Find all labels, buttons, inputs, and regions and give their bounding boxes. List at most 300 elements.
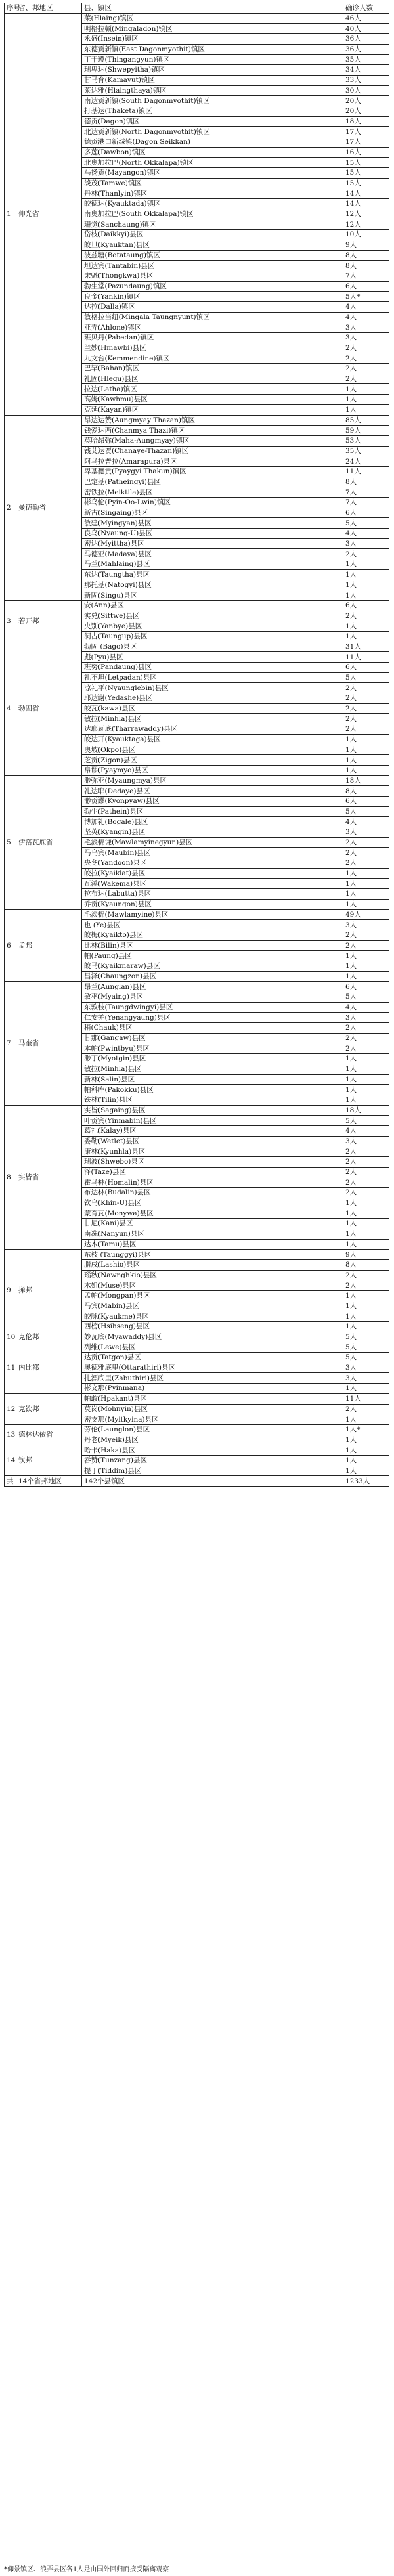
- case-count: 2人: [343, 724, 389, 735]
- district-name: 泽(Taze)县区: [82, 1167, 343, 1177]
- case-count: 1人: [343, 1466, 389, 1476]
- district-name: 阿马拉普拉(Amarapura)县区: [82, 456, 343, 467]
- case-count: 31人: [343, 642, 389, 652]
- case-count: 3人: [343, 827, 389, 838]
- district-name: 丹老(Myeik)县区: [82, 1435, 343, 1445]
- case-count: 1人: [343, 971, 389, 982]
- case-count: 17人: [343, 137, 389, 147]
- district-name: 新古(Singaing)县区: [82, 508, 343, 518]
- case-count: 30人: [343, 85, 389, 96]
- case-count: 1人: [343, 765, 389, 775]
- district-name: 莱达雅(Hlaingthaya)镇区: [82, 85, 343, 96]
- state-name: 内比都: [16, 1342, 82, 1393]
- district-name: 仁安羌(Yenangyaung)县区: [82, 1013, 343, 1023]
- state-name: 勃固省: [16, 642, 82, 775]
- case-count: 53人: [343, 435, 389, 446]
- case-count: 1人: [343, 1054, 389, 1064]
- district-name: 巴定基(Patheingyi)县区: [82, 477, 343, 487]
- district-name: 皎拉(Kyaiklat)县区: [82, 868, 343, 879]
- district-name: 帕敢(Hpakant)县区: [82, 1393, 343, 1404]
- table-row: [5, 909, 389, 920]
- table-row: [5, 642, 389, 652]
- case-count: 1人: [343, 1064, 389, 1074]
- district-name: 礼达耶(Dedaye)县区: [82, 786, 343, 797]
- case-count: 20人: [343, 96, 389, 106]
- district-name: 良金(Yankin)镇区: [82, 292, 343, 302]
- district-name: 皎瓦(kawa)县区: [82, 703, 343, 714]
- case-count: 2人: [343, 374, 389, 384]
- district-name: 芝贡(Zigon)县区: [82, 755, 343, 766]
- district-name: 东枝 (Taunggyi)县区: [82, 1250, 343, 1260]
- state-name: 马奎省: [16, 982, 82, 1105]
- district-name: 实皆(Sagaing)县区: [82, 1105, 343, 1116]
- district-name: 委勒(Wetlet)县区: [82, 1136, 343, 1146]
- header-no: 序号: [5, 3, 16, 14]
- district-name: 珊觉(Sanchaung)镇区: [82, 219, 343, 230]
- table-row: [5, 415, 389, 426]
- case-count: 1人: [343, 1085, 389, 1095]
- district-name: 比林(Bilin)县区: [82, 940, 343, 951]
- district-name: 巴罕(Bahan)镇区: [82, 364, 343, 374]
- district-name: 南达贡新镇(South Dagonmyothit)镇区: [82, 96, 343, 106]
- district-name: 央冬(Yandoon)县区: [82, 858, 343, 869]
- case-count: 3人: [343, 1013, 389, 1023]
- state-name: 若开邦: [16, 600, 82, 642]
- district-name: 莫哈昂弥(Maha-Aungmyay)镇区: [82, 435, 343, 446]
- district-name: 毛淡棉(Mawlamyine)县区: [82, 909, 343, 920]
- case-count: 2人: [343, 693, 389, 704]
- case-count: 1人: [343, 1239, 389, 1250]
- district-name: 央别(Yanbye)县区: [82, 621, 343, 632]
- group-number: 6: [5, 909, 16, 982]
- district-name: 腊戌(Lashio)县区: [82, 1259, 343, 1270]
- header-row: [5, 3, 389, 14]
- header-district: 县、镇区: [82, 3, 343, 14]
- district-name: 蒙育瓦(Monywa)县区: [82, 1208, 343, 1219]
- district-name: 北奥加拉巴(North Okkalapa)镇区: [82, 158, 343, 168]
- district-name: 本帕(Pwintbyu)县区: [82, 1043, 343, 1054]
- district-name: 甘尼(Kani)县区: [82, 1219, 343, 1229]
- case-count: 5人: [343, 1342, 389, 1353]
- case-count: 1人: [343, 1198, 389, 1208]
- district-name: 敏拉(Minhla)县区: [82, 1064, 343, 1074]
- case-count: 2人: [343, 1043, 389, 1054]
- case-count: 1人: [343, 879, 389, 889]
- case-count: 36人: [343, 44, 389, 55]
- district-name: 永盛(Insein)镇区: [82, 34, 343, 45]
- total-row: [5, 1476, 389, 1487]
- case-count: 1人: [343, 569, 389, 580]
- district-name: 坦达宾(Tantabin)县区: [82, 261, 343, 271]
- district-name: 莫岗(Mohnyin)县区: [82, 1404, 343, 1414]
- district-name: 列维(Lewe)县区: [82, 1342, 343, 1353]
- case-count: 2人: [343, 930, 389, 940]
- district-name: 皎马(Kyaikmaraw)县区: [82, 961, 343, 971]
- table-row: [5, 600, 389, 611]
- district-name: 西榜(Hsihseng)县区: [82, 1322, 343, 1332]
- case-count: 8人: [343, 786, 389, 797]
- district-name: 南奥加拉巴(South Okkalapa)镇区: [82, 209, 343, 219]
- state-name: 德林达依省: [16, 1424, 82, 1445]
- district-name: 妙瓦底(Myawaddy)县区: [82, 1332, 343, 1342]
- total-districts: 142个县镇区: [82, 1476, 343, 1487]
- district-name: 克延(Kayan)镇区: [82, 404, 343, 415]
- case-count: 1人: [343, 1074, 389, 1085]
- case-count: 3人: [343, 1363, 389, 1373]
- case-count: 9人: [343, 1250, 389, 1260]
- district-name: 帛谬(Pyaymyo)县区: [82, 765, 343, 775]
- case-count: 1人: [343, 1384, 389, 1394]
- case-count: 4人: [343, 312, 389, 322]
- district-name: 九文台(Kemmendine)镇区: [82, 353, 343, 364]
- case-count: 1人: [343, 1301, 389, 1311]
- district-name: 淡茂(Tamwe)镇区: [82, 178, 343, 188]
- district-name: 那托基(Natogyi)县区: [82, 580, 343, 590]
- district-name: 昂兰(Aunglan)县区: [82, 982, 343, 992]
- case-count: 2人: [343, 1146, 389, 1157]
- group-number: 11: [5, 1342, 16, 1393]
- case-count: 5人: [343, 1332, 389, 1342]
- district-name: 稍(Chauk)县区: [82, 1023, 343, 1034]
- district-name: 坚英(Kyangin)县区: [82, 827, 343, 838]
- district-name: 孟帕(Mongpan)县区: [82, 1290, 343, 1301]
- state-name: 实皆省: [16, 1105, 82, 1250]
- case-count: 8人: [343, 1259, 389, 1270]
- case-count: 2人: [343, 858, 389, 869]
- case-count: 15人: [343, 178, 389, 188]
- case-count: 1人: [343, 621, 389, 632]
- district-name: 敏建(Myingyan)县区: [82, 518, 343, 529]
- state-name: 克伦邦: [16, 1332, 82, 1342]
- district-name: 达拉(Dalla)镇区: [82, 301, 343, 312]
- case-count: 34人: [343, 65, 389, 76]
- case-count: 1人: [343, 951, 389, 961]
- case-count: 10人: [343, 230, 389, 240]
- case-count: 2人: [343, 364, 389, 374]
- case-count: 12人: [343, 219, 389, 230]
- district-name: 叶贡宾(Yinmabin)县区: [82, 1116, 343, 1126]
- group-number: 12: [5, 1393, 16, 1424]
- case-count: 18人: [343, 775, 389, 786]
- case-count: 2人: [343, 1280, 389, 1291]
- district-name: 达耶瓦底(Tharrawaddy)县区: [82, 724, 343, 735]
- district-name: 礼固(Hlegu)县区: [82, 374, 343, 384]
- case-count: 11人: [343, 652, 389, 663]
- case-count: 1人: [343, 1435, 389, 1445]
- case-count: 1人: [343, 1445, 389, 1456]
- case-count: 2人: [343, 837, 389, 848]
- district-name: 班贝丹(Pabedan)镇区: [82, 333, 343, 343]
- district-name: 丹林(Thanlyin)镇区: [82, 188, 343, 199]
- case-count: 2人: [343, 714, 389, 724]
- district-name: 彪(Pyu)县区: [82, 652, 343, 663]
- district-name: 皎梅(Kyaikto)县区: [82, 930, 343, 940]
- case-count: 2人: [343, 353, 389, 364]
- group-number: 10: [5, 1332, 16, 1342]
- district-name: 高姆(Kawhmu)县区: [82, 395, 343, 405]
- case-count: 1人*: [343, 1424, 389, 1435]
- case-count: 5人: [343, 806, 389, 817]
- group-number: 9: [5, 1250, 16, 1332]
- district-name: 马宾(Mabin)县区: [82, 1301, 343, 1311]
- district-name: 达贡(Tatgon)县区: [82, 1353, 343, 1363]
- district-name: 钱艾达贾(Chanaye-Thazan)镇区: [82, 446, 343, 456]
- case-count: 35人: [343, 446, 389, 456]
- case-count: 11人: [343, 466, 389, 477]
- district-name: 东敦枝(Taungdwingyi)县区: [82, 1002, 343, 1013]
- case-count: 2人: [343, 1177, 389, 1188]
- case-count: 3人: [343, 322, 389, 333]
- district-name: 亚弄(Ahlone)镇区: [82, 322, 343, 333]
- case-count: 14人: [343, 188, 389, 199]
- district-name: 提丁(Tiddim)县区: [82, 1466, 343, 1476]
- group-number: 2: [5, 415, 16, 600]
- district-name: 昌泽(Chaungzon)县区: [82, 971, 343, 982]
- district-name: 敏格拉当纽(Mingala Taungnyunt)镇区: [82, 312, 343, 322]
- case-count: 4人: [343, 817, 389, 827]
- district-name: 皎旦(Kyauktan)县区: [82, 240, 343, 250]
- case-count: 1人: [343, 734, 389, 745]
- group-number: 8: [5, 1105, 16, 1250]
- case-count: 1人: [343, 384, 389, 395]
- case-count: 1人: [343, 1229, 389, 1239]
- case-count: 2人: [343, 1023, 389, 1034]
- district-name: 甘那(Gangaw)县区: [82, 1033, 343, 1043]
- case-count: 5人: [343, 992, 389, 1003]
- district-name: 新固(Singu)县区: [82, 590, 343, 601]
- case-count: 2人: [343, 611, 389, 621]
- case-count: 1人: [343, 631, 389, 642]
- district-name: 钱爱达西(Chanmya Thazi)镇区: [82, 426, 343, 436]
- district-name: 扎漂底里(Zabuthiri)县区: [82, 1373, 343, 1384]
- district-name: 明格拉顿(Mingaladon)镇区: [82, 24, 343, 34]
- district-name: 渺丁(Myotgin)县区: [82, 1054, 343, 1064]
- case-count: 6人: [343, 600, 389, 611]
- case-count: 4人: [343, 1125, 389, 1136]
- case-count: 5人: [343, 1353, 389, 1363]
- case-count: 1人: [343, 559, 389, 570]
- case-count: 6人: [343, 663, 389, 673]
- case-count: 11人: [343, 1393, 389, 1404]
- case-count: 5人: [343, 518, 389, 529]
- district-name: 博加礼(Bogale)县区: [82, 817, 343, 827]
- case-count: 18人: [343, 116, 389, 127]
- case-count: 1人: [343, 404, 389, 415]
- district-name: 安(Ann)县区: [82, 600, 343, 611]
- case-count: 1人: [343, 1208, 389, 1219]
- case-count: 49人: [343, 909, 389, 920]
- district-name: 新林(Salin)县区: [82, 1074, 343, 1085]
- case-table: [4, 3, 389, 1487]
- state-name: 仰光省: [16, 13, 82, 415]
- district-name: 勃生堂(Pazundaung)镇区: [82, 281, 343, 292]
- district-name: 吞赞(Tunzang)县区: [82, 1455, 343, 1466]
- district-name: 拉达(Latha)镇区: [82, 384, 343, 395]
- table-row: [5, 1342, 389, 1353]
- case-count: 3人: [343, 333, 389, 343]
- district-name: 昂达达赞(Aungmyay Thazan)镇区: [82, 415, 343, 426]
- district-name: 彬乌伦(Pyin-Oo-Lwin)镇区: [82, 498, 343, 508]
- district-name: 布达林(Budalin)县区: [82, 1188, 343, 1198]
- case-count: 1人: [343, 1311, 389, 1322]
- case-count: 6人: [343, 982, 389, 992]
- case-count: 40人: [343, 24, 389, 34]
- district-name: 劳伦(Launglon)县区: [82, 1424, 343, 1435]
- district-name: 多莲(Dawbon)镇区: [82, 147, 343, 158]
- district-name: 渺弥亚(Myaungmya)县区: [82, 775, 343, 786]
- case-count: 1人: [343, 395, 389, 405]
- case-count: 1人: [343, 580, 389, 590]
- district-name: 彬文那(Pyinmana): [82, 1384, 343, 1394]
- district-name: 耶达谢(Yedashe)县区: [82, 693, 343, 704]
- district-name: 钦乌(Khin-U)县区: [82, 1198, 343, 1208]
- case-count: 1人: [343, 745, 389, 755]
- case-count: 2人: [343, 1188, 389, 1198]
- total-label: 共: [5, 1476, 16, 1487]
- case-count: 1人: [343, 961, 389, 971]
- district-name: 甘马育(Kamayut)镇区: [82, 75, 343, 85]
- case-count: 3人: [343, 1136, 389, 1146]
- case-count: 12人: [343, 209, 389, 219]
- district-name: 马德亚(Madaya)县区: [82, 549, 343, 559]
- table-row: [5, 1250, 389, 1260]
- district-name: 密支那(Myitkyina)县区: [82, 1414, 343, 1425]
- district-name: 瑙秋(Nawnghkio)县区: [82, 1270, 343, 1280]
- case-count: 46人: [343, 13, 389, 24]
- case-count: 2人: [343, 1157, 389, 1168]
- case-count: 5人: [343, 672, 389, 683]
- case-count: 1人: [343, 899, 389, 909]
- case-count: 20人: [343, 106, 389, 116]
- district-name: 丁干遵(Thingangyun)镇区: [82, 55, 343, 65]
- district-name: 皎达开(Kyauktaga)县区: [82, 734, 343, 745]
- district-name: 良乌(Nyaung-U)县区: [82, 529, 343, 539]
- case-count: 5人: [343, 1116, 389, 1126]
- district-name: 洞古(Taungup)县区: [82, 631, 343, 642]
- district-name: 皎脉(Kyaukme)县区: [82, 1311, 343, 1322]
- state-name: 伊洛瓦底省: [16, 775, 82, 909]
- case-count: 2人: [343, 1270, 389, 1280]
- state-name: 克钦邦: [16, 1393, 82, 1424]
- case-count: 2人: [343, 848, 389, 858]
- district-name: 打基达(Thaketa)镇区: [82, 106, 343, 116]
- case-count: 4人: [343, 529, 389, 539]
- district-name: 密达(Myittha)县区: [82, 538, 343, 549]
- district-name: 德贡(Dagon)镇区: [82, 116, 343, 127]
- district-name: 北达贡新镇(North Dagonmyothit)镇区: [82, 127, 343, 137]
- case-count: 7人: [343, 487, 389, 498]
- case-count: 6人: [343, 281, 389, 292]
- group-number: 13: [5, 1424, 16, 1445]
- case-count: 1人: [343, 1455, 389, 1466]
- district-name: 拉布达(Labutta)县区: [82, 889, 343, 900]
- district-name: 奥德雅底里(Ottarathiri)县区: [82, 1363, 343, 1373]
- district-name: 卑基德贡(Pyaygyi Thakun)镇区: [82, 466, 343, 477]
- table-row: [5, 1332, 389, 1342]
- group-number: 5: [5, 775, 16, 909]
- case-count: 59人: [343, 426, 389, 436]
- case-count: 2人: [343, 940, 389, 951]
- state-name: 孟邦: [16, 909, 82, 982]
- case-count: 1人: [343, 1095, 389, 1105]
- table-row: [5, 982, 389, 992]
- district-name: 奥坡(Okpo)县区: [82, 745, 343, 755]
- case-count: 3人: [343, 920, 389, 930]
- district-name: 勃固 (Bago)县区: [82, 642, 343, 652]
- district-name: 马乌宾(Maubin)县区: [82, 848, 343, 858]
- case-count: 2人: [343, 549, 389, 559]
- district-name: 莱(Hlaing)镇区: [82, 13, 343, 24]
- case-count: 35人: [343, 55, 389, 65]
- total-regions: 14个省邦地区: [16, 1476, 82, 1487]
- district-name: 霍马林(Homalin)县区: [82, 1177, 343, 1188]
- case-count: 1人: [343, 755, 389, 766]
- district-name: 皎德达(Kyauktada)镇区: [82, 199, 343, 209]
- header-count: 确诊人数: [343, 3, 389, 14]
- district-name: 瑞波(Shwebo)县区: [82, 1157, 343, 1168]
- case-count: 15人: [343, 158, 389, 168]
- district-name: 密铁拉(Meiktila)县区: [82, 487, 343, 498]
- table-row: [5, 1424, 389, 1435]
- table-row: [5, 13, 389, 24]
- district-name: 岱枝(Daikkyi)县区: [82, 230, 343, 240]
- group-number: 14: [5, 1445, 16, 1476]
- case-count: 6人: [343, 796, 389, 806]
- table-row: [5, 1105, 389, 1116]
- district-name: 达木(Tamu)县区: [82, 1239, 343, 1250]
- case-count: 33人: [343, 75, 389, 85]
- state-name: 曼德勒省: [16, 415, 82, 600]
- case-count: 2人: [343, 703, 389, 714]
- district-name: 帕(Paung)县区: [82, 951, 343, 961]
- group-number: 3: [5, 600, 16, 642]
- district-name: 木姐(Muse)县区: [82, 1280, 343, 1291]
- district-name: 瑞卑达(Shwepyitha)镇区: [82, 65, 343, 76]
- case-count: 9人: [343, 240, 389, 250]
- district-name: 哈卡(Haka)县区: [82, 1445, 343, 1456]
- case-count: 7人: [343, 271, 389, 281]
- table-row: [5, 775, 389, 786]
- district-name: 马兰(Mahlaing)县区: [82, 559, 343, 570]
- case-count: 1人: [343, 1290, 389, 1301]
- district-name: 波兹塘(Botataung)镇区: [82, 250, 343, 261]
- district-name: 敏巫(Myaing)县区: [82, 992, 343, 1003]
- district-name: 渺贡谬(Kyonpyaw)县区: [82, 796, 343, 806]
- group-number: 4: [5, 642, 16, 775]
- district-name: 毛淡棉谦(Mawlamyinegyun)县区: [82, 837, 343, 848]
- state-name: 掸邦: [16, 1250, 82, 1332]
- header-state: 省、邦地区: [16, 3, 82, 14]
- district-name: 勃生(Pathein)县区: [82, 806, 343, 817]
- case-count: 15人: [343, 168, 389, 179]
- group-number: 1: [5, 13, 16, 415]
- case-count: 16人: [343, 147, 389, 158]
- case-count: 4人: [343, 301, 389, 312]
- district-name: 兰妙(Hmawbi)县区: [82, 343, 343, 353]
- case-count: 8人: [343, 261, 389, 271]
- case-count: 5人*: [343, 292, 389, 302]
- district-name: 南冼(Nanyun)县区: [82, 1229, 343, 1239]
- case-count: 17人: [343, 127, 389, 137]
- case-count: 3人: [343, 538, 389, 549]
- district-name: 马扬贡(Mayangon)镇区: [82, 168, 343, 179]
- case-count: 4人: [343, 1002, 389, 1013]
- district-name: 东德贡新镇(East Dagonmyothit)镇区: [82, 44, 343, 55]
- case-count: 2人: [343, 343, 389, 353]
- district-name: 康林(Kyunhla)县区: [82, 1146, 343, 1157]
- case-count: 36人: [343, 34, 389, 45]
- case-count: 7人: [343, 498, 389, 508]
